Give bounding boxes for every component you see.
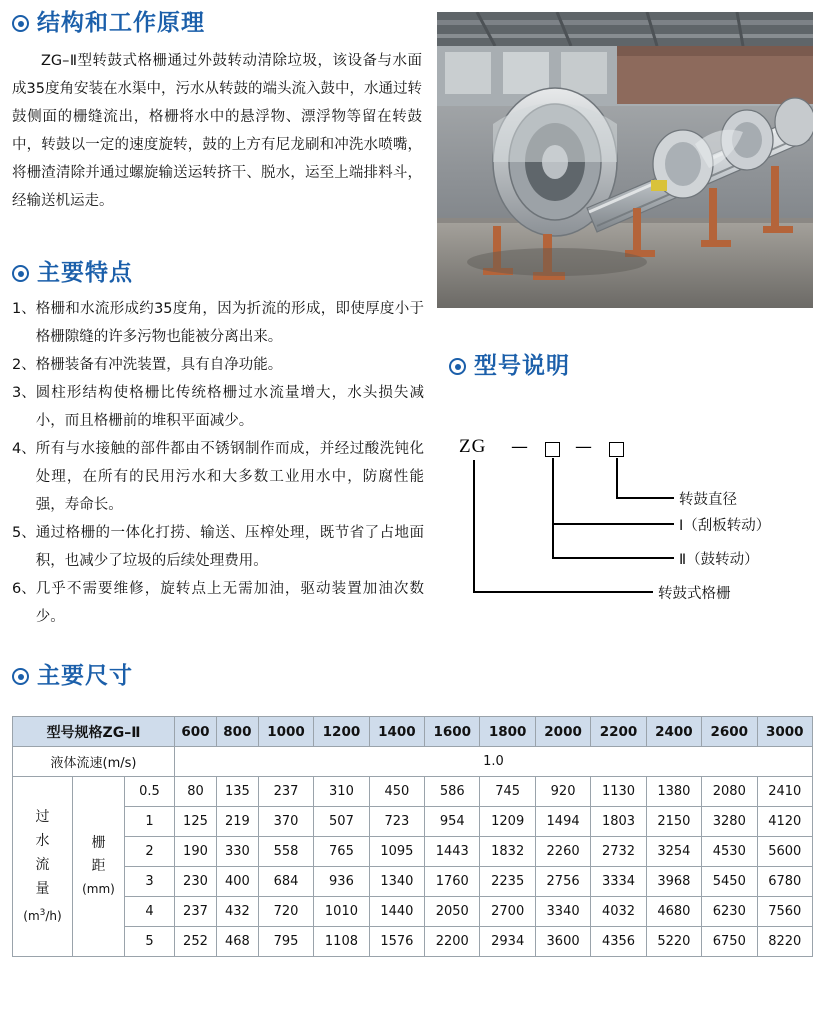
- table-header-size-1400: 1400: [369, 717, 424, 747]
- features-list: [12, 295, 424, 631]
- cell-value: 1760: [425, 867, 480, 897]
- dimensions-section-heading: [12, 665, 133, 688]
- cell-value: 330: [216, 837, 258, 867]
- structure-heading: [12, 12, 422, 35]
- pitch-group-label: 栅 距 (mm): [73, 777, 125, 957]
- cell-value: 2756: [535, 867, 590, 897]
- cell-value: 954: [425, 807, 480, 837]
- cell-value: 5220: [646, 927, 701, 957]
- cell-value: 135: [216, 777, 258, 807]
- list-item-text: 几乎不需要维修，旋转点上无需加油，驱动装置加油次数少。: [35, 581, 424, 625]
- cell-value: 507: [314, 807, 369, 837]
- cell-value: 432: [216, 897, 258, 927]
- list-item: [12, 379, 424, 435]
- cell-value: 2235: [480, 867, 535, 897]
- cell-value: 1340: [369, 867, 424, 897]
- cell-value: 1108: [314, 927, 369, 957]
- model-diagram: [449, 392, 815, 622]
- bullet-icon: [12, 265, 29, 282]
- cell-value: 920: [535, 777, 590, 807]
- list-item: [12, 351, 424, 379]
- model-heading: [449, 355, 815, 378]
- cell-value: 8220: [757, 927, 813, 957]
- table-header-size-2400: 2400: [646, 717, 701, 747]
- structure-section: [12, 12, 422, 215]
- cell-value: 468: [216, 927, 258, 957]
- bullet-icon: [12, 15, 29, 32]
- cell-value: 745: [480, 777, 535, 807]
- pitch-value: 4: [125, 897, 175, 927]
- cell-value: 720: [258, 897, 313, 927]
- cell-value: 400: [216, 867, 258, 897]
- cell-value: 795: [258, 927, 313, 957]
- dimensions-table: [12, 716, 813, 957]
- table-header-model: 型号规格ZG–Ⅱ: [13, 717, 175, 747]
- cell-value: 4530: [702, 837, 757, 867]
- model-label-base: 转鼓式格栅: [658, 586, 731, 602]
- cell-value: 3334: [591, 867, 646, 897]
- table-row: [13, 837, 813, 867]
- cell-value: 370: [258, 807, 313, 837]
- list-item-text: 圆柱形结构使格栅比传统格栅过水流量增大，水头损失减小，而且格栅前的堆积平面减少。: [35, 385, 424, 429]
- cell-value: 1010: [314, 897, 369, 927]
- leader-line-type2-horizontal: [552, 557, 674, 559]
- model-dash-2: —: [575, 437, 592, 457]
- cell-value: 2732: [591, 837, 646, 867]
- leader-line-type1-horizontal: [552, 523, 674, 525]
- cell-value: 3280: [702, 807, 757, 837]
- flow-group-label: 过 水 流 量 $(m^3/h)$: [13, 777, 73, 957]
- table-row-velocity: [13, 747, 813, 777]
- list-item-number: 4、: [12, 441, 36, 457]
- cell-value: 2260: [535, 837, 590, 867]
- cell-value: 6230: [702, 897, 757, 927]
- pitch-value: 5: [125, 927, 175, 957]
- table-header-size-800: 800: [216, 717, 258, 747]
- table-header-size-2600: 2600: [702, 717, 757, 747]
- cell-value: 1380: [646, 777, 701, 807]
- cell-value: 1209: [480, 807, 535, 837]
- cell-value: 586: [425, 777, 480, 807]
- cell-value: 2700: [480, 897, 535, 927]
- table-row: [13, 807, 813, 837]
- cell-value: 2200: [425, 927, 480, 957]
- table-header-row: [13, 717, 813, 747]
- structure-heading-text: 结构和工作原理: [37, 10, 205, 36]
- pitch-value: 0.5: [125, 777, 175, 807]
- cell-value: 2150: [646, 807, 701, 837]
- model-label-type-1: Ⅰ（刮板转动）: [679, 518, 771, 534]
- cell-value: 1095: [369, 837, 424, 867]
- cell-value: 2934: [480, 927, 535, 957]
- table-header-size-3000: 3000: [757, 717, 813, 747]
- cell-value: 237: [175, 897, 217, 927]
- cell-value: 230: [175, 867, 217, 897]
- cell-value: 684: [258, 867, 313, 897]
- cell-value: 3340: [535, 897, 590, 927]
- table-row: [13, 777, 813, 807]
- table-header-size-1800: 1800: [480, 717, 535, 747]
- leader-line-diameter-horizontal: [616, 497, 674, 499]
- cell-value: 125: [175, 807, 217, 837]
- list-item-number: 3、: [12, 385, 36, 401]
- model-heading-text: 型号说明: [474, 353, 570, 379]
- cell-value: 6780: [757, 867, 813, 897]
- table-header-size-600: 600: [175, 717, 217, 747]
- list-item: [12, 295, 424, 351]
- cell-value: 3254: [646, 837, 701, 867]
- cell-value: 6750: [702, 927, 757, 957]
- table-header-size-2200: 2200: [591, 717, 646, 747]
- cell-value: 4680: [646, 897, 701, 927]
- features-heading: [12, 262, 424, 285]
- cell-value: 4032: [591, 897, 646, 927]
- features-section: [12, 262, 424, 631]
- cell-value: 1832: [480, 837, 535, 867]
- table-header-size-1200: 1200: [314, 717, 369, 747]
- list-item-text: 格栅和水流形成约35度角，因为折流的形成，即使厚度小于格栅隙缝的许多污物也能被分离出来。: [35, 301, 424, 345]
- dimensions-heading-text: 主要尺寸: [37, 663, 133, 689]
- cell-value: 5600: [757, 837, 813, 867]
- list-item: [12, 575, 424, 631]
- cell-value: 190: [175, 837, 217, 867]
- cell-value: 3600: [535, 927, 590, 957]
- model-label-drum-diameter: 转鼓直径: [679, 492, 737, 508]
- leader-line-type-vertical: [552, 458, 554, 558]
- cell-value: 558: [258, 837, 313, 867]
- velocity-value: 1.0: [175, 747, 813, 777]
- list-item-number: 6、: [12, 581, 36, 597]
- dimensions-heading: [12, 665, 133, 688]
- list-item: [12, 519, 424, 575]
- velocity-label: 液体流速(m/s): [13, 747, 175, 777]
- cell-value: 1803: [591, 807, 646, 837]
- model-designation-section: [449, 355, 815, 622]
- cell-value: 450: [369, 777, 424, 807]
- cell-value: 2410: [757, 777, 813, 807]
- table-header-size-1600: 1600: [425, 717, 480, 747]
- structure-paragraph: ZG–Ⅱ型转鼓式格栅通过外鼓转动清除垃圾，该设备与水面成35度角安装在水渠中，污水从转鼓的端头流入鼓中，水通过转鼓侧面的栅缝流出，格栅将水中的悬浮物、漂浮物等留在转鼓中，转鼓以一定的速度旋转，鼓的上方有尼龙刷和冲洗水喷嘴，将栅渣清除并通过螺旋输送运转挤干、脱水，运至上端排料斗，经输送机运走。: [12, 53, 422, 209]
- model-prefix: ZG: [459, 436, 487, 457]
- cell-value: 4356: [591, 927, 646, 957]
- cell-value: 237: [258, 777, 313, 807]
- bullet-icon: [449, 358, 466, 375]
- features-heading-text: 主要特点: [37, 260, 133, 286]
- list-item-number: 2、: [12, 357, 36, 373]
- pitch-value: 3: [125, 867, 175, 897]
- table-row: [13, 867, 813, 897]
- bullet-icon: [12, 668, 29, 685]
- cell-value: 252: [175, 927, 217, 957]
- model-slot-diameter: [609, 442, 624, 457]
- cell-value: 1576: [369, 927, 424, 957]
- cell-value: 936: [314, 867, 369, 897]
- model-label-type-2: Ⅱ（鼓转动）: [679, 552, 759, 568]
- cell-value: 2080: [702, 777, 757, 807]
- table-row: [13, 927, 813, 957]
- leader-line-base-vertical: [473, 460, 475, 592]
- cell-value: 3968: [646, 867, 701, 897]
- cell-value: 723: [369, 807, 424, 837]
- list-item-text: 通过格栅的一体化打捞、输送、压榨处理，既节省了占地面积，也减少了垃圾的后续处理费用。: [35, 525, 424, 569]
- table-header-size-1000: 1000: [258, 717, 313, 747]
- list-item-number: 1、: [12, 301, 36, 317]
- list-item-number: 5、: [12, 525, 36, 541]
- list-item: [12, 435, 424, 519]
- cell-value: 5450: [702, 867, 757, 897]
- table-row: [13, 897, 813, 927]
- cell-value: 1494: [535, 807, 590, 837]
- product-photo: [437, 12, 813, 308]
- cell-value: 7560: [757, 897, 813, 927]
- cell-value: 1443: [425, 837, 480, 867]
- cell-value: 2050: [425, 897, 480, 927]
- cell-value: 1440: [369, 897, 424, 927]
- list-item-text: 所有与水接触的部件都由不锈钢制作而成，并经过酸洗钝化处理，在所有的民用污水和大多数工业用水中，防腐性能强，寿命长。: [35, 441, 424, 513]
- pitch-value: 2: [125, 837, 175, 867]
- model-slot-type: [545, 442, 560, 457]
- cell-value: 310: [314, 777, 369, 807]
- model-dash-1: —: [511, 437, 528, 457]
- list-item-text: 格栅装备有冲洗装置，具有自净功能。: [35, 357, 283, 373]
- cell-value: 765: [314, 837, 369, 867]
- table-header-size-2000: 2000: [535, 717, 590, 747]
- leader-line-diameter-vertical: [616, 458, 618, 498]
- cell-value: 4120: [757, 807, 813, 837]
- cell-value: 80: [175, 777, 217, 807]
- pitch-value: 1: [125, 807, 175, 837]
- cell-value: 219: [216, 807, 258, 837]
- cell-value: 1130: [591, 777, 646, 807]
- leader-line-base-horizontal: [473, 591, 653, 593]
